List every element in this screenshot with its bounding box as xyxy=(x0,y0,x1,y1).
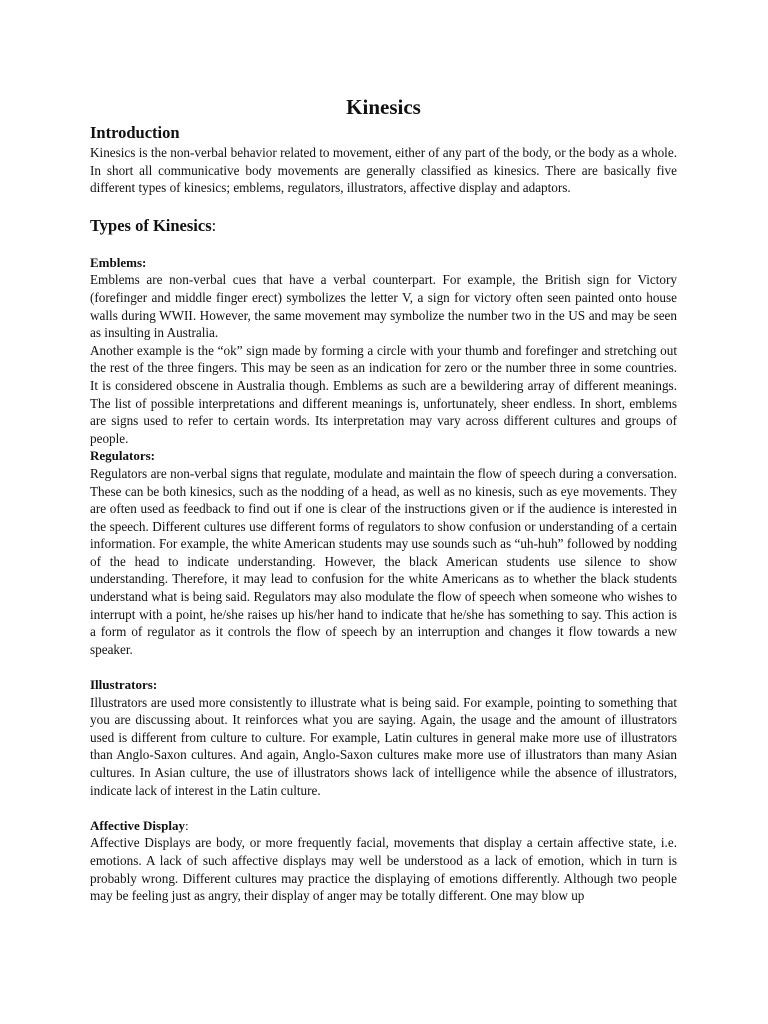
introduction-heading: Introduction xyxy=(90,123,180,142)
spacer xyxy=(90,799,677,817)
affective-heading-colon: : xyxy=(184,817,189,833)
affective-heading-text: Affective Display xyxy=(90,817,185,833)
spacer xyxy=(90,658,677,676)
affective-display-heading xyxy=(90,817,677,835)
affective-display-paragraph: Affective Displays are body, or more frequently facial, movements that display a certain affective state, i.e. emotions. A lack of such affective displays may well be understood as a lack of emotion, which in turn is probably wrong. Different cultures may practice the displaying of emotions differently. Although two people may be feeling just as angry, their display of anger may be totally different. One may blow up xyxy=(90,835,677,904)
regulators-paragraph: Regulators are non-verbal signs that regulate, modulate and maintain the flow of speech during a conversation. These can be both kinesics, such as the nodding of a head, as well as no kinesis, such as eye movements. They are often used as feedback to find out if one is clear of the instructions given or if the audience is interested in the speech. Different cultures use different forms of regulators to show confusion or understanding of a certain information. For example, the white American students may use sounds such as “uh-huh” followed by nodding of the head to indicate understanding. However, the black American students use silence to show understanding. Therefore, it may lead to confusion for the white Americans as to whether the black students understand what is being said. Regulators may also modulate the flow of speech when someone who wishes to interrupt with a point, he/she raises up his/her hand to indicate that he/she has something to say. This action is a form of regulator as it controls the flow of speech by an interruption and changes it flow towards a new speaker. xyxy=(90,465,677,657)
emblems-paragraph-1: Emblems are non-verbal cues that have a verbal counterpart. For example, the British sign for Victory (forefinger and middle finger erect) symbolizes the letter V, a sign for victory often seen painted onto house walls during WWII. However, the same movement may symbolize the number two in the US and may be seen as insulting in Australia. xyxy=(90,272,677,341)
document-page xyxy=(90,92,677,905)
illustrators-heading: Illustrators: xyxy=(90,677,158,693)
illustrators-paragraph: Illustrators are used more consistently to illustrate what is being said. For example, pointing to something that you are discussing about. It reinforces what you are saying. Again, the usage and the amount of illustrators used is different from culture to culture. For example, Latin cultures in general make more use of illustrators than Anglo-Saxon cultures. And again, Anglo-Saxon cultures make more use of illustrators than many Asian cultures. In Asian culture, the use of illustrators shows lack of intelligence while the absence of illustrators, indicate lack of interest in the Latin culture. xyxy=(90,694,677,798)
emblems-heading: Emblems: xyxy=(90,254,147,270)
introduction-paragraph: Kinesics is the non-verbal behavior related to movement, either of any part of the body, or the body as a whole. In short all communicative body movements are generally classified as kinesics. There are basically five different types of kinesics; emblems, regulators, illustrators, affective display and adaptors. xyxy=(90,145,677,196)
types-heading-colon: : xyxy=(211,215,217,235)
spacer xyxy=(90,237,677,254)
document-title: Kinesics xyxy=(346,95,421,119)
types-of-kinesics-heading xyxy=(90,215,677,237)
emblems-paragraph-2: Another example is the “ok” sign made by forming a circle with your thumb and forefinger and stretching out the rest of the three fingers. This may be seen as an indication for zero or the number three in some countries. It is considered obscene in Australia though. Emblems as such are a bewildering array of different meanings. The list of possible interpretations and different meanings is, unfortunately, sheer endless. In short, emblems are signs used to refer to certain words. Its interpretation may vary across different cultures and groups of people. xyxy=(90,342,677,446)
types-heading-text: Types of Kinesics xyxy=(90,215,212,235)
regulators-heading: Regulators: xyxy=(90,448,155,464)
